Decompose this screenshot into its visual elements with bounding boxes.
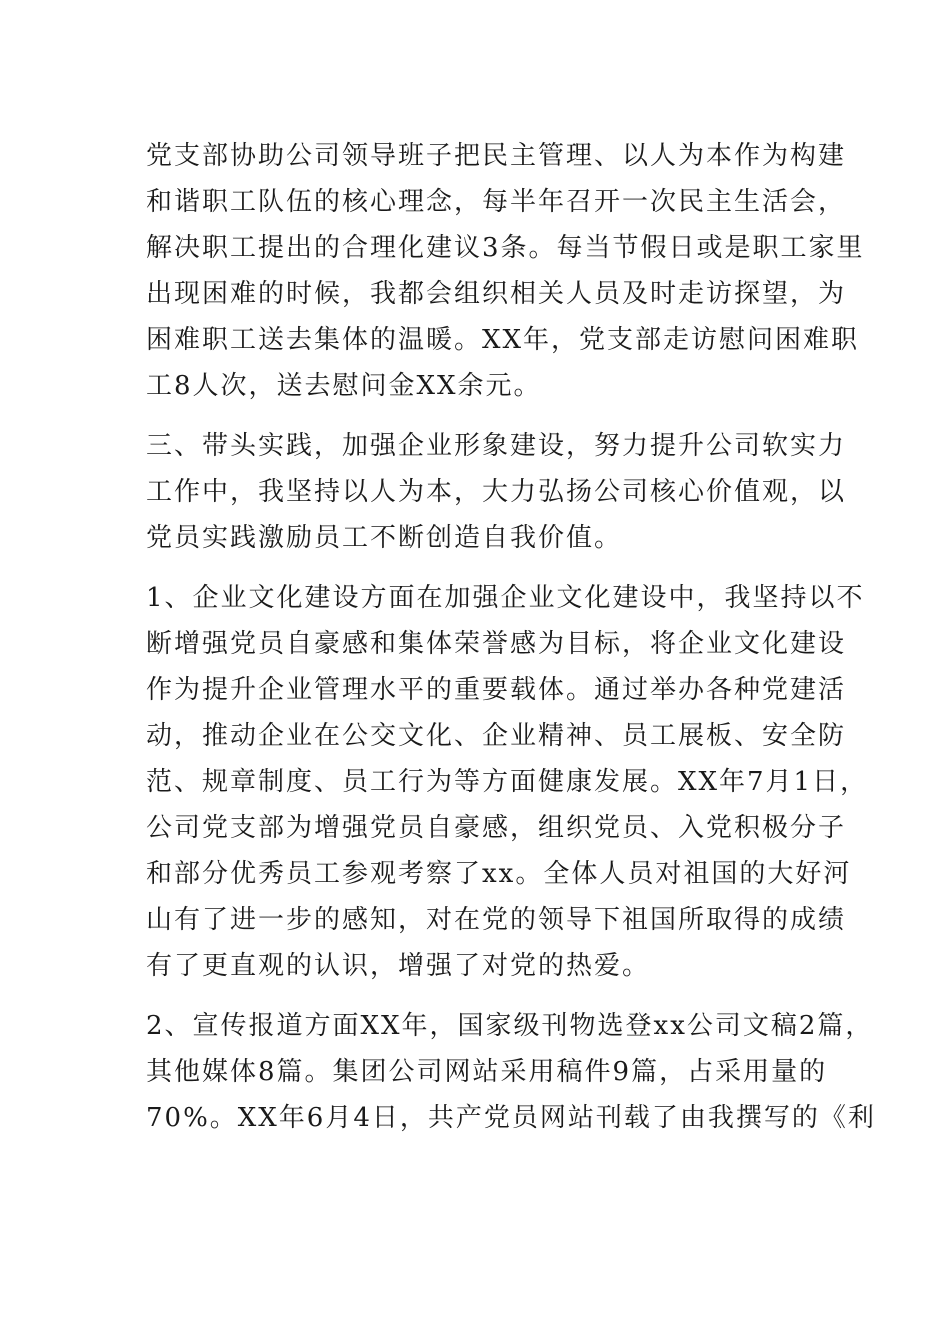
text-line: 出现困难的时候，我都会组织相关人员及时走访探望，为 [146,279,847,309]
text-line: 有了更直观的认识，增强了对党的热爱。 [146,951,651,981]
text-line: 困难职工送去集体的温暖。XX年，党支部走访慰问困难职 [146,325,860,355]
text-line: 70%。XX年6月4日，共产党员网站刊载了由我撰写的《利 [146,1103,876,1133]
text-line: 范、规章制度、员工行为等方面健康发展。XX年7月1日， [146,767,869,797]
text-line: 1、企业文化建设方面在加强企业文化建设中，我坚持以不 [146,583,865,613]
text-line: 党员实践激励员工不断创造自我价值。 [146,523,623,553]
paragraph-1 [146,133,865,409]
text-line: 工8人次，送去慰问金XX余元。 [146,371,542,401]
section-heading-line: 三、带头实践，加强企业形象建设，努力提升公司软实力 [146,431,847,461]
text-line: 党支部协助公司领导班子把民主管理、以人为本作为构建 [146,141,847,171]
paragraph-4 [146,1003,876,1141]
text-line: 2、宣传报道方面XX年，国家级刊物选登xx公司文稿2篇， [146,1011,874,1041]
text-line: 断增强党员自豪感和集体荣誉感为目标，将企业文化建设 [146,629,847,659]
text-line: 其他媒体8篇。集团公司网站采用稿件9篇，占采用量的 [146,1057,828,1087]
text-line: 和部分优秀员工参观考察了xx。全体人员对祖国的大好河 [146,859,852,889]
text-line: 工作中，我坚持以人为本，大力弘扬公司核心价值观，以 [146,477,847,507]
paragraph-gap [146,989,811,1003]
text-line: 公司党支部为增强党员自豪感，组织党员、入党积极分子 [146,813,847,843]
text-line: 和谐职工队伍的核心理念，每半年召开一次民主生活会， [146,187,847,217]
paragraph-3 [146,575,869,989]
paragraph-gap [146,561,811,575]
text-line: 作为提升企业管理水平的重要载体。通过举办各种党建活 [146,675,847,705]
text-line: 动，推动企业在公交文化、企业精神、员工展板、安全防 [146,721,847,751]
paragraph-2 [146,423,847,561]
document-body [146,133,876,1141]
paragraph-gap [146,409,811,423]
text-line: 山有了进一步的感知，对在党的领导下祖国所取得的成绩 [146,905,847,935]
text-line: 解决职工提出的合理化建议3条。每当节假日或是职工家里 [146,233,865,263]
